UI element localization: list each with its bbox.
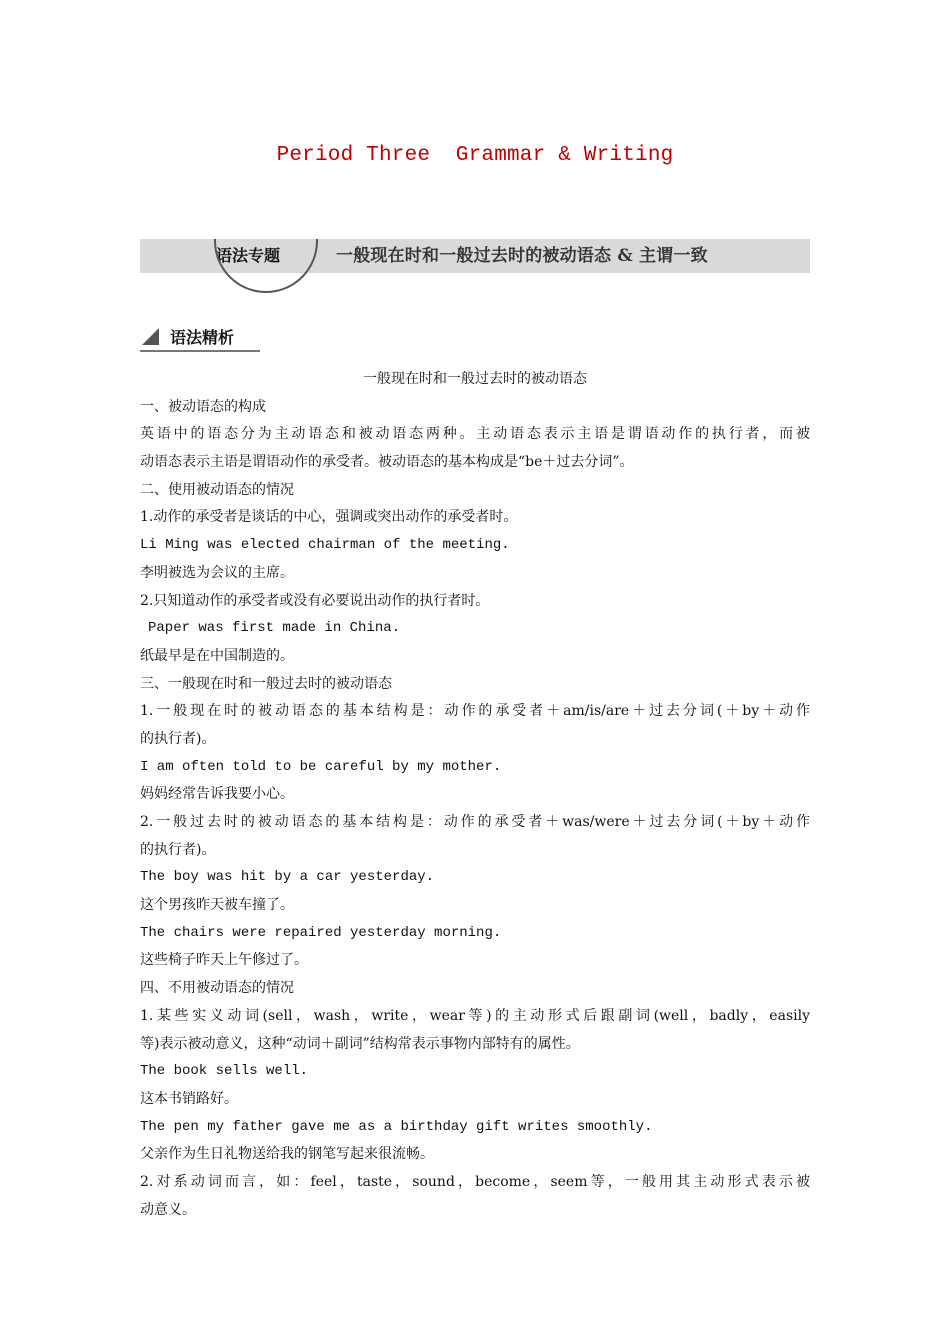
banner-title: 一般现在时和一般过去时的被动语态 & 主谓一致	[336, 246, 708, 266]
example-sentence: Li Ming was elected chairman of the meeting.	[140, 537, 510, 554]
paragraph-line: 英语中的语态分为主动语态和被动语态两种。主动语态表示主语是谓语动作的执行者，而被	[140, 426, 810, 443]
example-translation: 这些椅子昨天上午修过了。	[140, 952, 308, 969]
example-translation: 父亲作为生日礼物送给我的钢笔写起来很流畅。	[140, 1146, 434, 1163]
example-translation: 这本书销路好。	[140, 1090, 238, 1107]
banner-tag: 语法专题	[216, 246, 281, 265]
heading-1: 一、被动语态的构成	[140, 398, 266, 415]
example-translation: 妈妈经常告诉我要小心。	[140, 786, 294, 803]
paragraph-line: 动语态表示主语是谓语动作的承受者。被动语态的基本构成是“be＋过去分词”。	[140, 454, 634, 471]
rule-line: 1.动作的承受者是谈话的中心，强调或突出动作的承受者时。	[140, 509, 518, 526]
rule-line: 1.某些实义动词(sell，wash，write，wear等)的主动形式后跟副词(well，badly，easily	[140, 1007, 810, 1024]
example-sentence: I am often told to be careful by my mother.	[140, 758, 502, 775]
example-translation: 纸最早是在中国制造的。	[140, 647, 294, 664]
example-sentence: The book sells well.	[140, 1063, 309, 1080]
rule-line: 2.对系动词而言，如：feel，taste，sound，become，seem等，一般用其主动形式表示被	[140, 1173, 810, 1190]
rule-line: 的执行者)。	[140, 841, 216, 858]
example-translation: 这个男孩昨天被车撞了。	[140, 897, 294, 914]
example-translation: 李明被选为会议的主席。	[140, 564, 294, 581]
example-sentence: The boy was hit by a car yesterday.	[140, 869, 435, 886]
heading-4: 四、不用被动语态的情况	[140, 980, 294, 997]
example-sentence: The chairs were repaired yesterday morning.	[140, 924, 502, 941]
heading-3: 三、一般现在时和一般过去时的被动语态	[140, 675, 392, 692]
rule-line: 2.一般过去时的被动语态的基本结构是：动作的承受者＋was/were＋过去分词(＋by＋动作	[140, 814, 810, 830]
rule-line: 1.一般现在时的被动语态的基本结构是：动作的承受者＋am/is/are＋过去分词(＋by＋动作	[140, 703, 810, 720]
banner-arc-decoration	[214, 239, 318, 293]
triangle-icon	[142, 328, 159, 345]
example-sentence: The pen my father gave me as a birthday gift writes smoothly.	[140, 1118, 653, 1135]
rule-line: 2.只知道动作的承受者或没有必要说出动作的执行者时。	[140, 592, 490, 609]
example-sentence: Paper was first made in China.	[148, 620, 401, 637]
section-heading	[140, 326, 260, 352]
section-label: 语法精析	[170, 328, 235, 347]
heading-2: 二、使用被动语态的情况	[140, 481, 294, 498]
rule-line: 的执行者)。	[140, 730, 216, 747]
page-title: Period Three Grammar & Writing	[276, 144, 674, 167]
rule-line: 动意义。	[140, 1201, 196, 1218]
subsection-title: 一般现在时和一般过去时的被动语态	[363, 371, 587, 387]
rule-line: 等)表示被动意义，这种“动词＋副词”结构常表示事物内部特有的属性。	[140, 1035, 580, 1052]
body-text	[140, 366, 810, 1224]
